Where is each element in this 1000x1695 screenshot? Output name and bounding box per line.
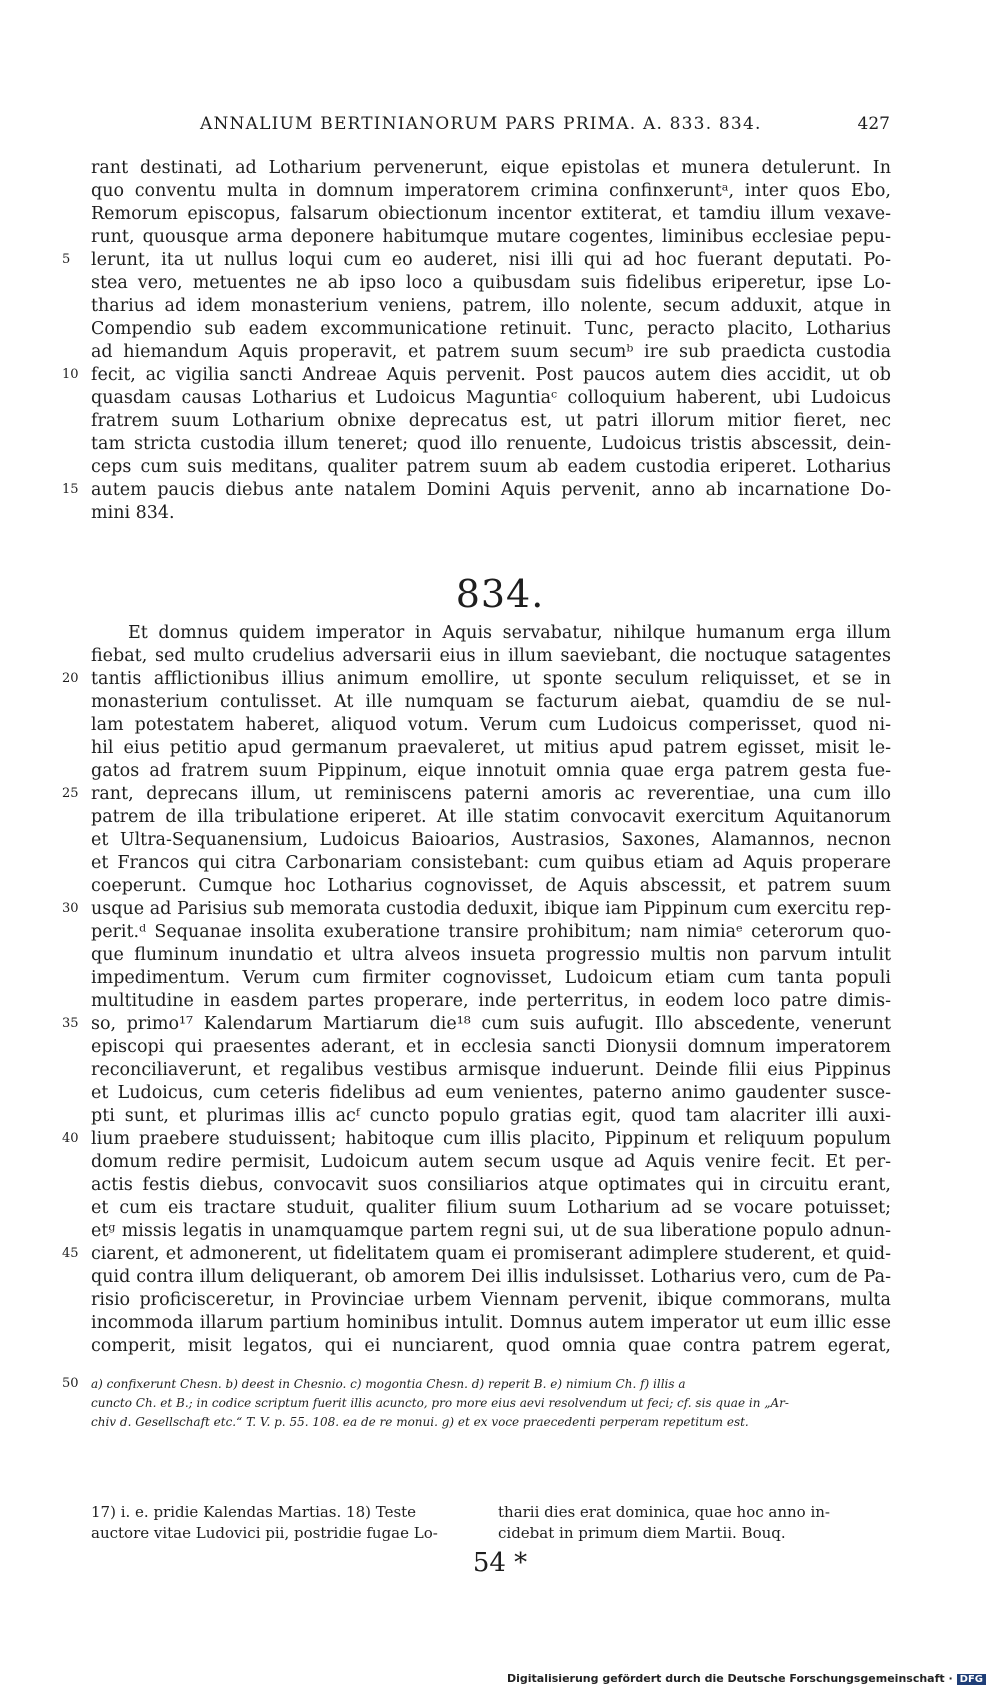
text-line: fratrem suum Lotharium obnixe deprecatus est, ut patri illorum mitior fieret, nec	[91, 411, 891, 431]
text-line: et Ludoicus, cum ceteris fidelibus ad eum venientes, paterno animo gaudenter susce-	[91, 1083, 891, 1103]
year-heading: 834.	[455, 572, 545, 616]
text-line: tharius ad idem monasterium veniens, patrem, illo nolente, secum adduxit, atque in	[91, 296, 891, 316]
text-line: que fluminum inundatio et ultra alveos insueta progressio multis non parvum intulit	[91, 945, 891, 965]
text-line: Compendio sub eadem excommunicatione retinuit. Tunc, peracto placito, Lotharius	[91, 319, 891, 339]
note-line: 17) i. e. pridie Kalendas Martias. 18) Teste	[91, 1503, 417, 1521]
text-line: quo conventu multa in domnum imperatorem crimina confinxeruntᵃ, inter quos Ebo,	[91, 181, 891, 201]
text-line: pti sunt, et plurimas illis acᶠ cuncto populo gratias egit, quod tam alacriter illi auxi-	[91, 1106, 891, 1126]
text-line: rant, deprecans illum, ut reminiscens paterni amoris ac reverentiae, una cum illo	[91, 784, 891, 804]
line-number: 25	[62, 786, 79, 801]
text-line: domum redire permisit, Ludoicum autem secum usque ad Aquis venire fecit. Et per-	[91, 1152, 891, 1172]
digitization-credit	[507, 1672, 986, 1685]
text-line: lam potestatem haberet, aliquod votum. Verum cum Ludoicus comperisset, quod ni-	[91, 715, 891, 735]
text-line: quasdam causas Lotharius et Ludoicus Maguntiaᶜ colloquium haberent, ubi Ludoicus	[91, 388, 891, 408]
text-line: actis festis diebus, convocavit suos consiliarios atque optimates qui in circuitu erant,	[91, 1175, 891, 1195]
text-line: patrem de illa tribulatione eriperet. At ille statim convocavit exercitum Aquitanorum	[91, 807, 891, 827]
text-line: risio proficisceretur, in Provinciae urbem Viennam pervenit, ibique commorans, multa	[91, 1290, 891, 1310]
text-line: lerunt, ita ut nullus loqui cum eo auderet, nisi illi qui ad hoc fuerant deputati. Po-	[91, 250, 891, 270]
text-line: reconciliaverunt, et regalibus vestibus armisque induerunt. Deinde filii eius Pippinus	[91, 1060, 891, 1080]
text-line: perit.ᵈ Sequanae insolita exuberatione transire prohibitum; nam nimiaᵉ ceterorum quo-	[91, 922, 891, 942]
text-line: episcopi qui praesentes aderant, et in ecclesia sancti Dionysii domnum imperatorem	[91, 1037, 891, 1057]
note-line: tharii dies erat dominica, quae hoc anno in-	[498, 1503, 830, 1521]
text-line: incommoda illarum partium hominibus intulit. Domnus autem imperator ut eum illic esse	[91, 1313, 891, 1333]
text-line: ceps cum suis meditans, qualiter patrem suum ab eadem custodia eriperet. Lotharius	[91, 457, 891, 477]
text-line: runt, quousque arma deponere habitumque mutare cogentes, liminibus ecclesiae pepu-	[91, 227, 891, 247]
line-number: 30	[62, 901, 79, 916]
text-line: ad hiemandum Aquis properavit, et patrem suum secumᵇ ire sub praedicta custodia	[91, 342, 891, 362]
text-line: hil eius petitio apud germanum praevaleret, ut mitius apud patrem egisset, misit le-	[91, 738, 891, 758]
text-line: impedimentum. Verum cum firmiter cognovisset, Ludoicum etiam cum tanta populi	[91, 968, 891, 988]
text-line: et Francos qui citra Carbonariam consistebant: cum quibus etiam ad Aquis properare	[91, 853, 891, 873]
text-line: lium praebere studuissent; habitoque cum illis placito, Pippinum et reliquum populum	[91, 1129, 891, 1149]
text-line: so, primo¹⁷ Kalendarum Martiarum die¹⁸ cum suis aufugit. Illo abscedente, venerunt	[91, 1014, 891, 1034]
line-number: 40	[62, 1131, 79, 1146]
text-line: usque ad Parisius sub memorata custodia deduxit, ibique iam Pippinum cum exercitu rep-	[91, 899, 891, 919]
text-line: Remorum episcopus, falsarum obiectionum incentor extiterat, et tamdiu illum vexave-	[91, 204, 891, 224]
text-line: mini 834.	[91, 503, 175, 523]
line-number: 20	[62, 671, 79, 686]
line-number: 10	[62, 367, 79, 382]
text-line: fecit, ac vigilia sancti Andreae Aquis pervenit. Post paucos autem dies accidit, ut ob	[91, 365, 891, 385]
text-line: rant destinati, ad Lotharium pervenerunt, eique epistolas et munera detulerunt. In	[91, 158, 891, 178]
footnote-line: cuncto Ch. et B.; in codice scriptum fuerit illis acuncto, pro more eius aevi resolvendum ut feci; cf. sis quae in „Ar-	[91, 1396, 789, 1410]
running-title: ANNALIUM BERTINIANORUM PARS PRIMA. A. 833. 834.	[200, 114, 762, 134]
running-head	[200, 114, 890, 140]
page-number: 427	[857, 114, 890, 134]
note-line: auctore vitae Ludovici pii, postridie fugae Lo-	[91, 1524, 438, 1542]
text-line: coeperunt. Cumque hoc Lotharius cognovisset, de Aquis abscessit, et patrem suum	[91, 876, 891, 896]
footnote-line: a) confixerunt Chesn. b) deest in Chesnio. c) mogontia Chesn. d) reperit B. e) nimium Ch. f) illis a	[91, 1377, 686, 1391]
text-line: comperit, misit legatos, qui ei nunciarent, quod omnia quae contra patrem egerat,	[91, 1336, 891, 1356]
text-line: tantis afflictionibus illius animum emollire, ut sponte seculum reliquisset, et se in	[91, 669, 891, 689]
text-line: fiebat, sed multo crudelius adversarii eius in illum saeviebant, die noctuque satagentes	[91, 646, 891, 666]
line-number: 50	[62, 1376, 79, 1391]
text-line: et Ultra-Sequanensium, Ludoicus Baioarios, Austrasios, Saxones, Alamannos, necnon	[91, 830, 891, 850]
text-line: Et domnus quidem imperator in Aquis servabatur, nihilque humanum erga illum	[128, 623, 891, 643]
text-line: monasterium contulisset. At ille numquam se facturum aiebat, quamdiu de se nul-	[91, 692, 891, 712]
note-line: cidebat in primum diem Martii. Bouq.	[498, 1524, 786, 1542]
line-number: 35	[62, 1016, 79, 1031]
text-line: gatos ad fratrem suum Pippinum, eique innotuit omnia quae erga patrem gesta fue-	[91, 761, 891, 781]
text-line: quid contra illum deliquerant, ob amorem Dei illis indulsisset. Lotharius vero, cum de Pa-	[91, 1267, 891, 1287]
line-number: 45	[62, 1246, 79, 1261]
line-number: 5	[62, 252, 71, 267]
text-line: ciarent, et admonerent, ut fidelitatem quam ei promiserant adimplere studerent, et quid-	[91, 1244, 891, 1264]
signature-mark: 54 *	[472, 1548, 528, 1578]
text-line: tam stricta custodia illum teneret; quod illo renuente, Ludoicus tristis abscessit, dein-	[91, 434, 891, 454]
text-line: stea vero, metuentes ne ab ipso loco a quibusdam suis fidelibus eriperetur, ipse Lo-	[91, 273, 891, 293]
line-number: 15	[62, 482, 79, 497]
text-line: etᵍ missis legatis in unamquamque partem regni sui, ut de sua liberatione populo adnun-	[91, 1221, 891, 1241]
text-line: autem paucis diebus ante natalem Domini Aquis pervenit, anno ab incarnatione Do-	[91, 480, 891, 500]
dfg-logo: DFG	[957, 1674, 986, 1685]
text-line: multitudine in easdem partes properare, inde perterritus, in eodem loco patre dimis-	[91, 991, 891, 1011]
credit-text: Digitalisierung gefördert durch die Deutsche Forschungsgemeinschaft ·	[506, 1672, 953, 1685]
footnote-line: chiv d. Gesellschaft etc.“ T. V. p. 55. 108. ea de re monui. g) et ex voce praecedenti perperam repetitum est.	[91, 1415, 749, 1429]
text-line: et cum eis tractare studuit, qualiter filium suum Lotharium ad se vocare potuisset;	[91, 1198, 891, 1218]
